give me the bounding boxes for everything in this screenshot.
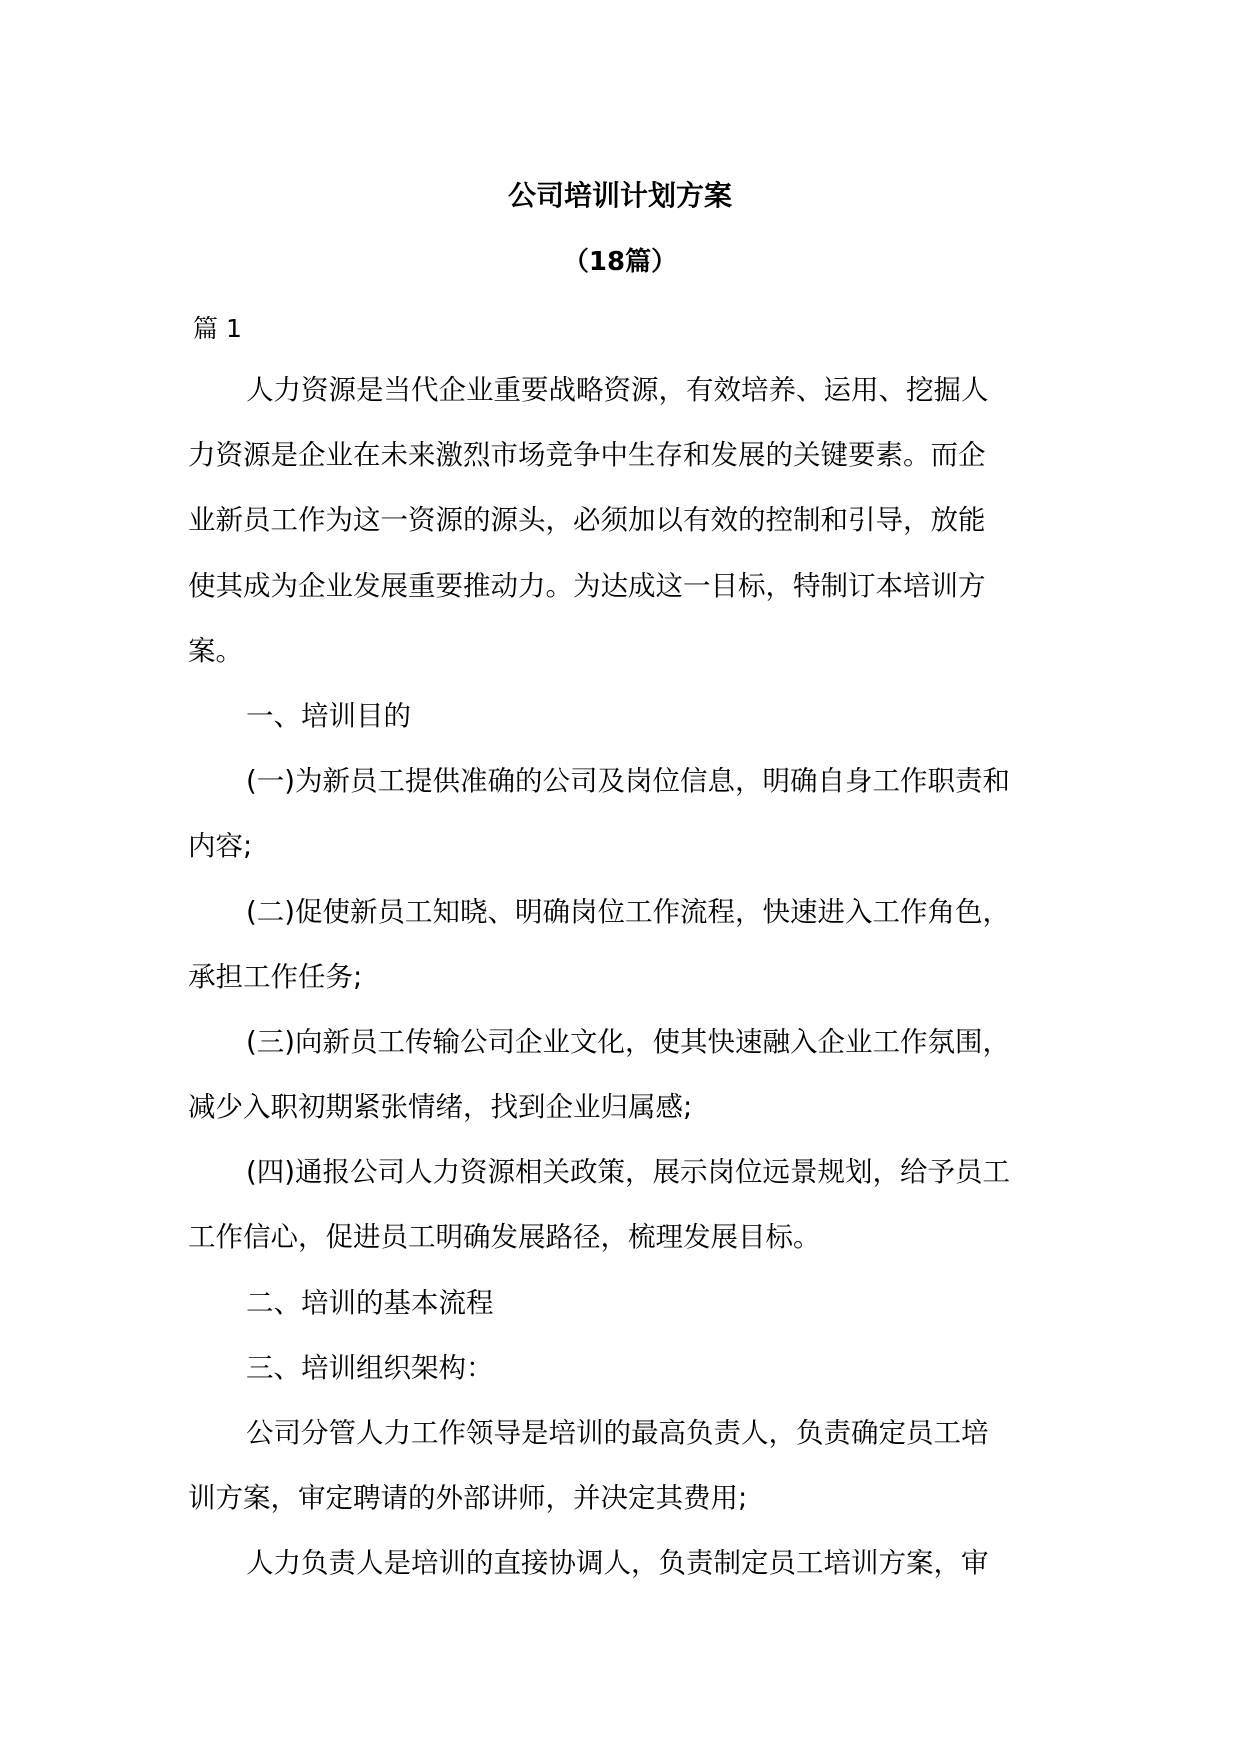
paragraph-line: (一)为新员工提供准确的公司及岗位信息，明确自身工作职责和: [246, 765, 1010, 798]
document-title: 公司培训计划方案: [507, 179, 732, 212]
paragraph-line: 承担工作任务;: [188, 960, 363, 993]
document-subtitle: （18篇）: [562, 247, 678, 277]
paragraph-line: 内容;: [188, 830, 253, 863]
section-label: 篇 1: [193, 314, 242, 343]
document-body: [188, 372, 1068, 1611]
paragraph-line: 训方案，审定聘请的外部讲师，并决定其费用;: [188, 1482, 748, 1515]
paragraph-line: 公司分管人力工作领导是培训的最高负责人，负责确定员工培: [246, 1417, 989, 1449]
heading-line: 三、培训组织架构：: [246, 1351, 494, 1384]
paragraph-line: 人力资源是当代企业重要战略资源，有效培养、运用、挖掘人: [246, 374, 989, 406]
paragraph-line: 业新员工作为这一资源的源头，必须加以有效的控制和引导，放能: [188, 504, 986, 537]
paragraph-line: (四)通报公司人力资源相关政策，展示岗位远景规划，给予员工: [246, 1156, 1010, 1189]
heading-line: 二、培训的基本流程: [246, 1286, 494, 1319]
paragraph-line: 人力负责人是培训的直接协调人，负责制定员工培训方案，审: [246, 1547, 989, 1580]
paragraph-line: 工作信心，促进员工明确发展路径，梳理发展目标。: [188, 1221, 821, 1254]
paragraph-line: 案。: [188, 634, 243, 667]
paragraph-line: 使其成为企业发展重要推动力。为达成这一目标，特制订本培训方: [188, 569, 986, 602]
paragraph-line: (二)促使新员工知晓、明确岗位工作流程，快速进入工作角色，: [246, 895, 1010, 928]
paragraph-line: 力资源是企业在未来激烈市场竞争中生存和发展的关键要素。而企: [188, 439, 986, 472]
paragraph-line: (三)向新员工传输公司企业文化，使其快速融入企业工作氛围，: [246, 1025, 1010, 1058]
paragraph-line: 减少入职初期紧张情绪，找到企业归属感;: [188, 1091, 693, 1124]
heading-line: 一、培训目的: [246, 699, 411, 732]
